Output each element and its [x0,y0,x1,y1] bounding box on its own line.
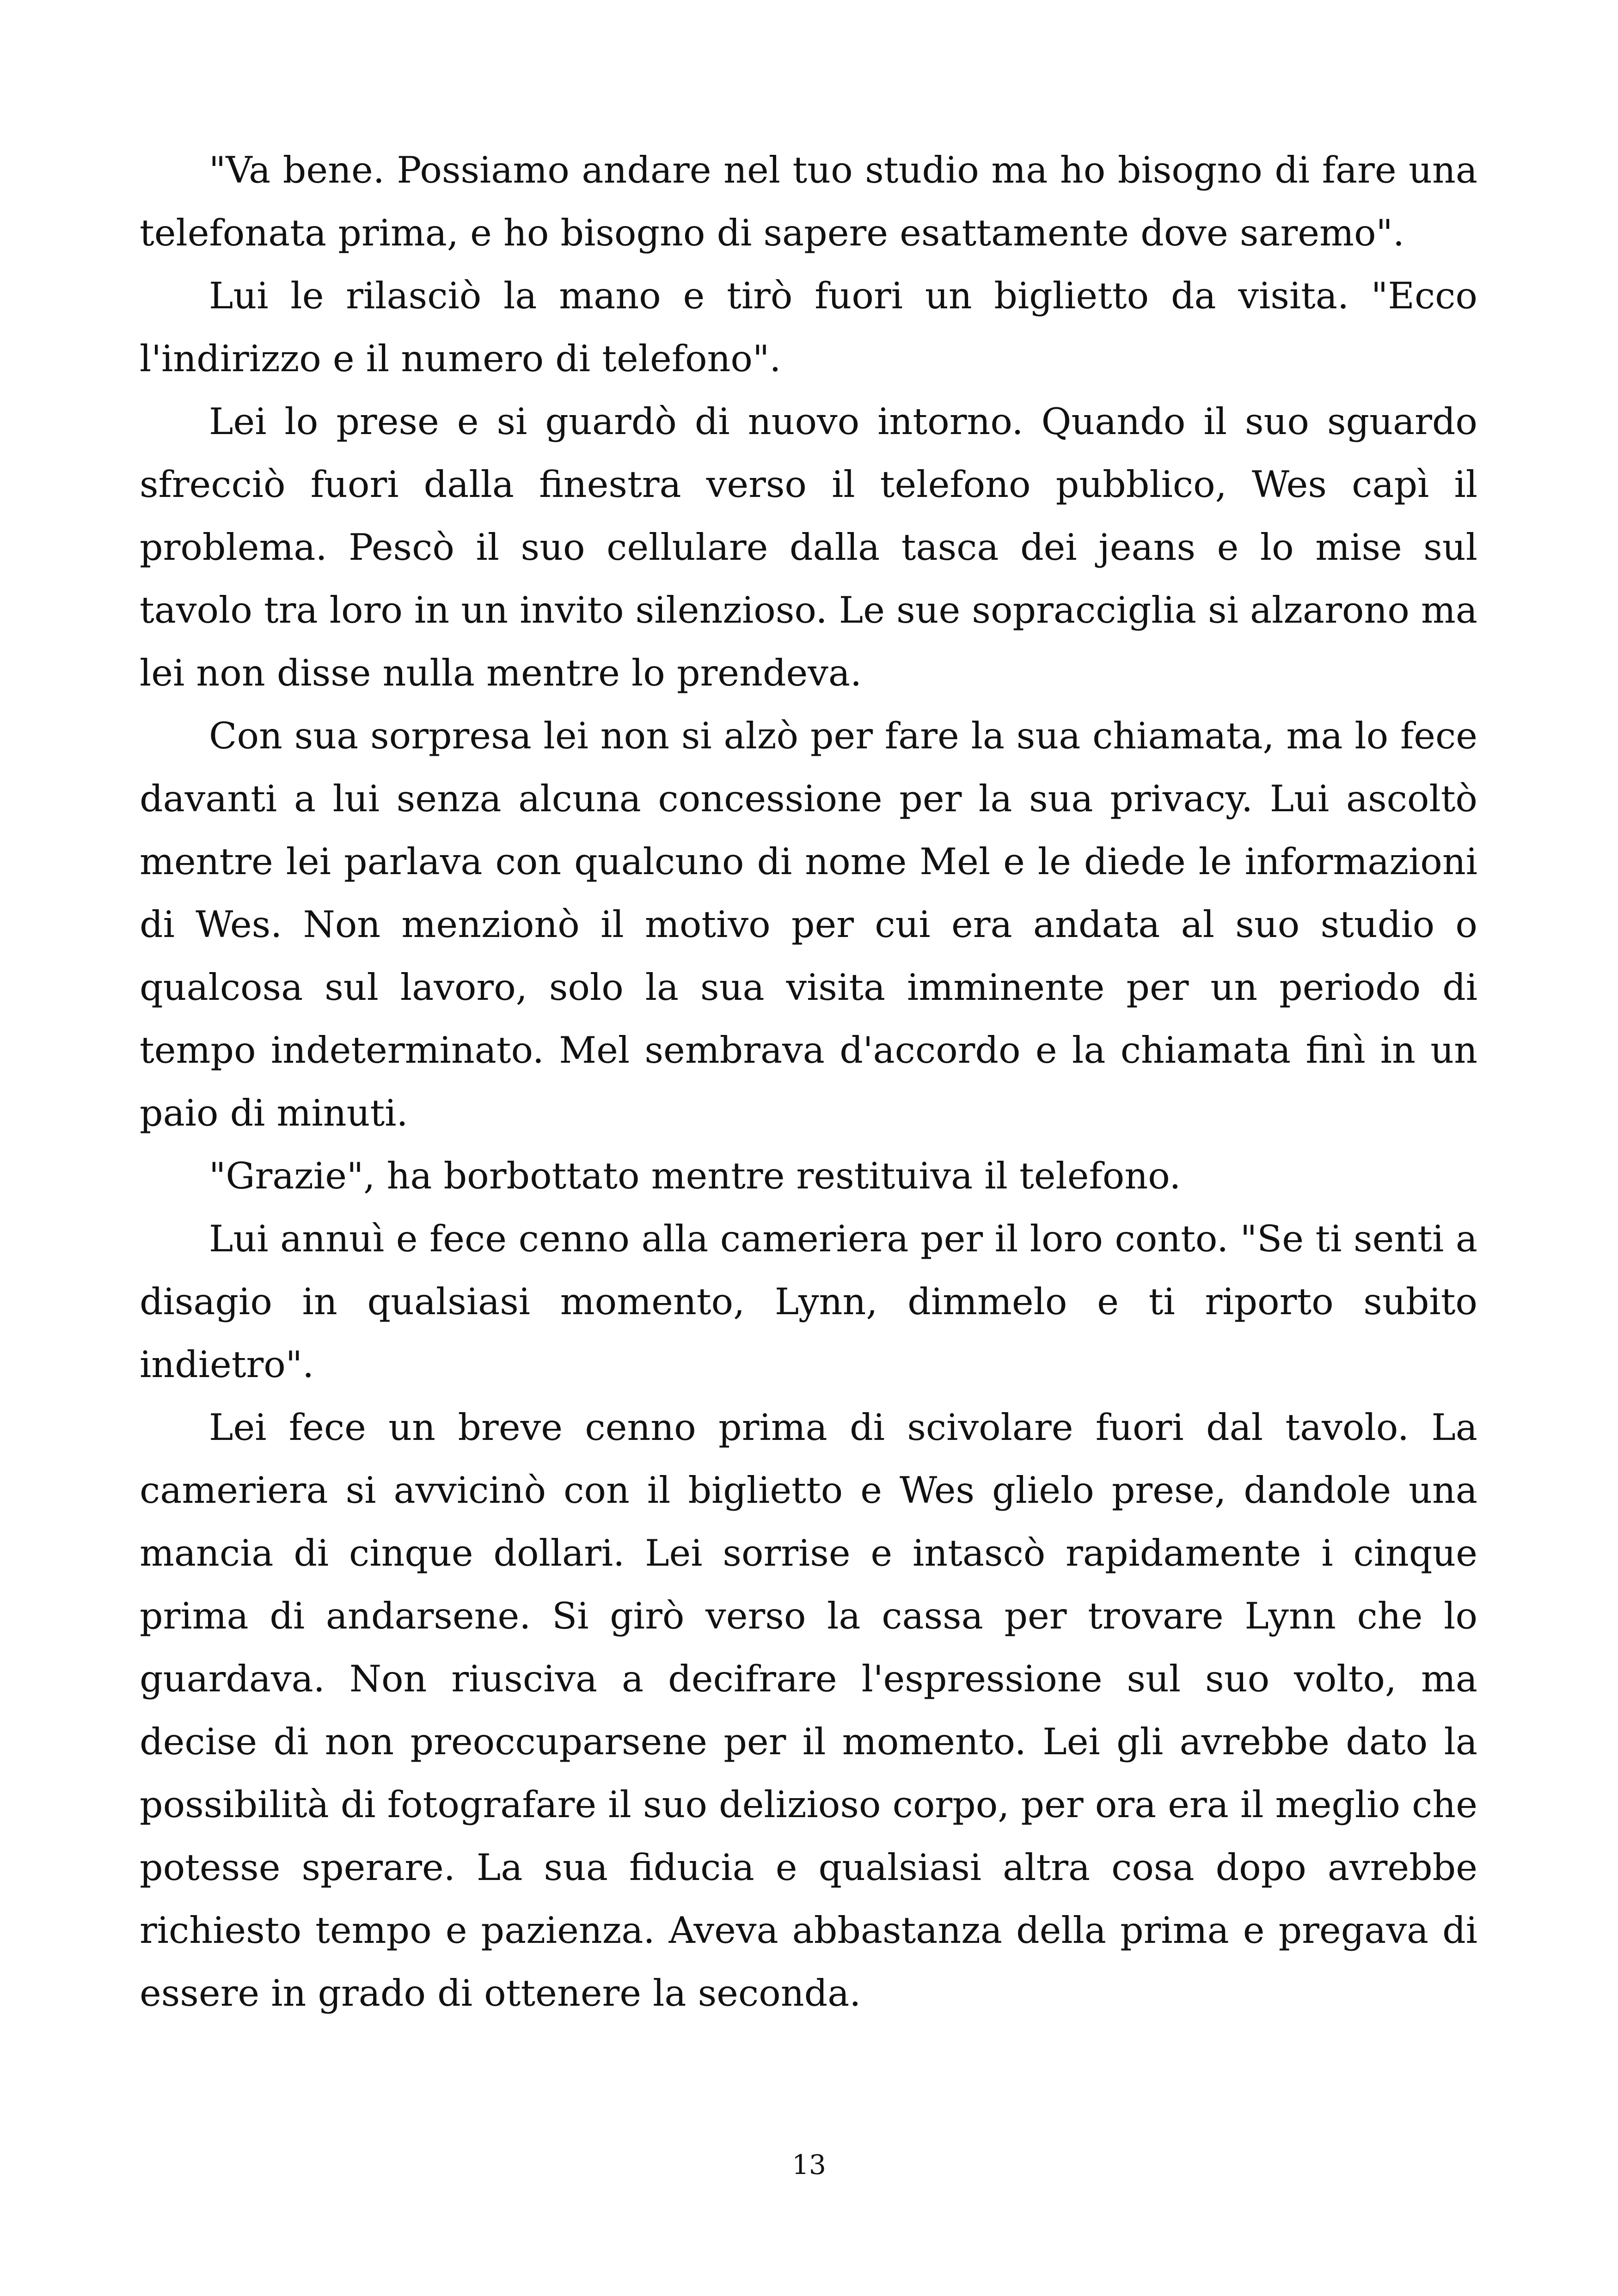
page-number: 13 [792,2149,826,2180]
paragraph: Lei fece un breve cenno prima di scivolare fuori dal tavolo. La cameriera si avvicinò con il biglietto e Wes glielo prese, dandole una mancia di cinque dollari. Lei sorrise e intascò rapidamente i cinque prima di andarsene. Si girò verso la cassa per trovare Lynn che lo guardava. Non riusciva a decifrare l'espressione sul suo volto, ma decise di non preoccuparsene per il momento. Lei gli avrebbe dato la possibilità di fotografare il suo delizioso corpo, per ora era il meglio che potesse sperare. La sua fiducia e qualsiasi altra cosa dopo avrebbe richiesto tempo e pazienza. Aveva abbastanza della prima e pregava di essere in grado di ottenere la seconda. [140,1406,1477,2014]
paragraph: Lei lo prese e si guardò di nuovo intorno. Quando il suo sguardo sfrecciò fuori dalla finestra verso il telefono pubblico, Wes capì il problema. Pescò il suo cellulare dalla tasca dei jeans e lo mise sul tavolo tra loro in un invito silenzioso. Le sue sopracciglia si alzarono ma lei non disse nulla mentre lo prendeva. [140,400,1477,694]
paragraph: Lui le rilasciò la mano e tirò fuori un biglietto da visita. "Ecco l'indirizzo e il numero di telefono". [140,275,1477,380]
body-text [140,139,1477,2025]
paragraph: "Grazie", ha borbottato mentre restituiva il telefono. [209,1155,1181,1197]
paragraph: "Va bene. Possiamo andare nel tuo studio ma ho bisogno di fare una telefonata prima, e ho bisogno di sapere esattamente dove saremo". [140,149,1477,254]
paragraph: Lui annuì e fece cenno alla cameriera per il loro conto. "Se ti senti a disagio in qualsiasi momento, Lynn, dimmelo e ti riporto subito indietro". [140,1218,1477,1386]
paragraph: Con sua sorpresa lei non si alzò per fare la sua chiamata, ma lo fece davanti a lui senza alcuna concessione per la sua privacy. Lui ascoltò mentre lei parlava con qualcuno di nome Mel e le diede le informazioni di Wes. Non menzionò il motivo per cui era andata al suo studio o qualcosa sul lavoro, solo la sua visita imminente per un periodo di tempo indeterminato. Mel sembrava d'accordo e la chiamata finì in un paio di minuti. [140,715,1477,1134]
